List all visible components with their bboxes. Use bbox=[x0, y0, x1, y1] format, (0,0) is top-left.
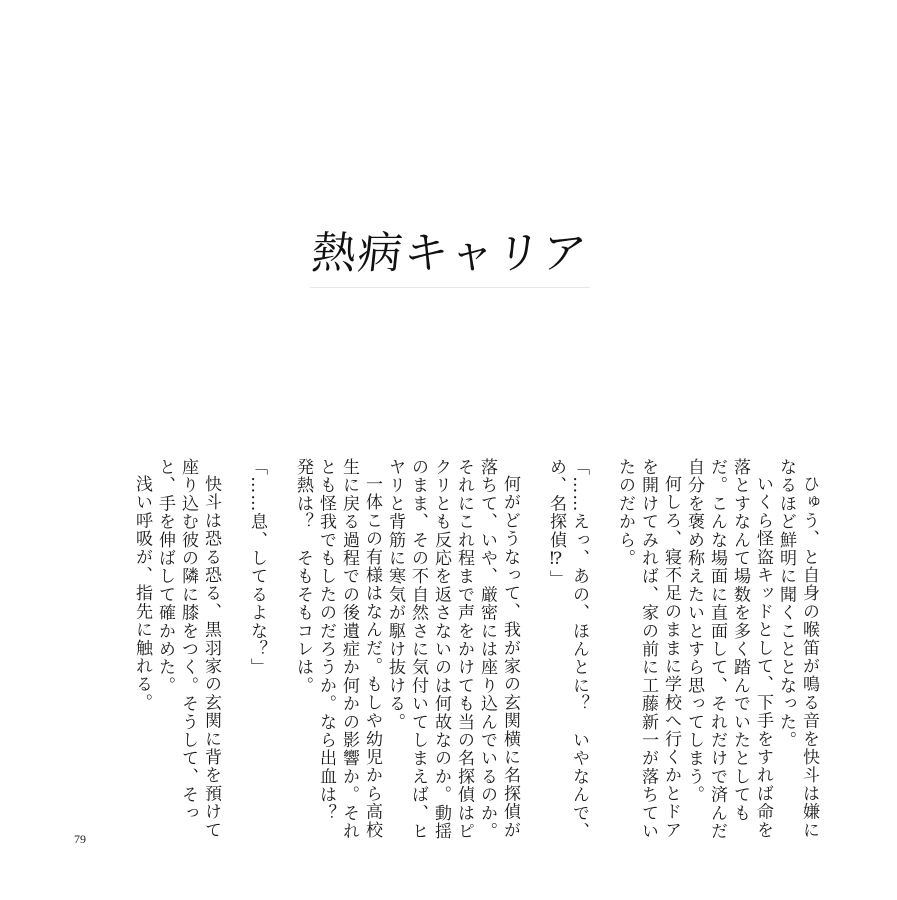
body-paragraph: 一体この有様はなんだ。もしや幼児から高校生に戻る過程での後遺症か何かの影響か。それとも怪我でもしたのだろうか。なら出血は？ 発熱は？ そもそもコレは。 bbox=[293, 458, 382, 841]
body-paragraph: 浅い呼吸が、指先に触れる。 bbox=[132, 475, 152, 712]
body-paragraph: 「……息、してるよな？」 bbox=[247, 458, 267, 677]
body-paragraph: 何しろ、寝不足のままに学校へ行くかとドアを開けてみれば、家の前に工藤新一が落ちていたのだから。 bbox=[615, 458, 681, 841]
body-paragraph: いくら怪盗キッドとして、下手をすれば命を落とすなんて場数を多く踏んでいたとしてもだ。こんな場面に直面して、それだけで済んだ自分を褒め称えたいとすら思ってしまう。 bbox=[684, 458, 773, 841]
vertical-body-text bbox=[60, 458, 820, 848]
title-divider bbox=[310, 287, 590, 288]
body-paragraph: 何がどうなって、我が家の玄関横に名探偵が落ちて、いや、厳密には座り込んでいるのか。それにこれ程まで声をかけても当の名探偵はピクリとも反応を返さないのは何故なのか。動揺のまま、その不自然さに気付いてしまえば、ヒヤリと背筋に寒気が駆け抜ける。 bbox=[385, 458, 520, 841]
body-paragraph: ひゅう、と自身の喉笛が鳴る音を快斗は嫌になるほど鮮明に聞くこととなった。 bbox=[776, 458, 819, 839]
page-number: 79 bbox=[74, 832, 86, 846]
body-paragraph: 「……えっ、あの、ほんとに？ いやなんで、め、名探偵⁉」 bbox=[546, 458, 589, 841]
chapter-title: 熱病キャリア bbox=[309, 228, 591, 279]
body-paragraph: 快斗は恐る恐る、黒羽家の玄関に背を預けて座り込む彼の隣に膝をつく。そうして、そっと、手を伸ばして確かめた。 bbox=[155, 458, 221, 839]
